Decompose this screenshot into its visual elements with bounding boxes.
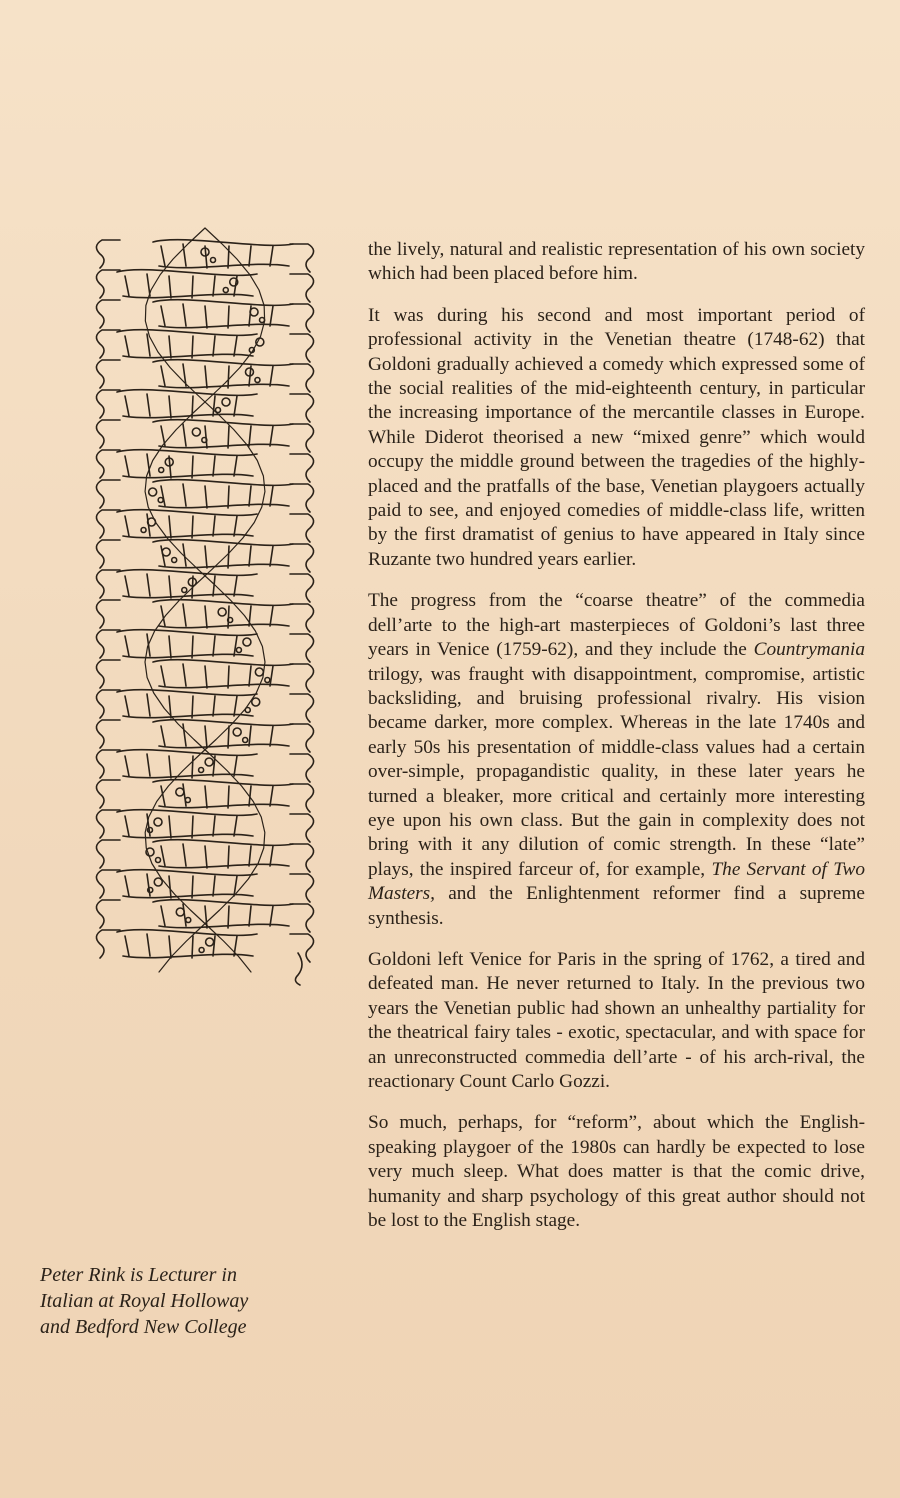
- caption-line-3: and Bedford New College: [40, 1316, 247, 1338]
- play-title-countrymania: Countrymania: [753, 639, 865, 661]
- paragraph-5: So much, perhaps, for “reform”, about which the English-speaking playgoer of the 1980s can hardly be expected to lose very much sleep. What does matter is that the comic drive, humanity and sharp psychology of this great author should not be lost to the English stage.: [368, 1112, 865, 1232]
- paragraph-1: the lively, natural and realistic representation of his own society which had been placed before him.: [368, 239, 865, 285]
- figures-column-illustration: [80, 218, 330, 988]
- paragraph-3-part-1: The progress from the “coarse theatre” of the commedia dell’arte to the high-art masterpieces of Goldoni’s last three years in Venice (1759-62), and they include the: [368, 590, 865, 661]
- paragraph-3: [368, 589, 865, 931]
- article-text: [368, 238, 865, 1250]
- play-title-servant: The Servant of Two Masters,: [368, 858, 865, 905]
- paragraph-3-part-3: and the Enlightenment reformer find a supreme synthesis.: [368, 883, 865, 929]
- paragraph-2: It was during his second and most important period of professional activity in the Venetian theatre (1748-62) that Goldoni gradually achieved a comedy which expressed some of the social realities of the mid-eighteenth century, in particular the increasing importance of the mercantile classes in Europe. While Diderot theorised a new “mixed genre” which would occupy the middle ground between the tragedies of the highly-placed and the pratfalls of the base, Venetian playgoers actually paid to see, and enjoyed comedies of middle-class life, written by the first dramatist of genius to have appeared in Italy since Ruzante two hundred years earlier.: [368, 304, 865, 570]
- figures-column-icon: [80, 218, 330, 988]
- caption-line-1: Peter Rink is Lecturer in: [40, 1264, 237, 1286]
- author-caption: [40, 1262, 310, 1340]
- paragraph-3-part-2: trilogy, was fraught with disappointment, compromise, artistic backsliding, and bruising professional rivalry. His vision became darker, more complex. Whereas in the late 1740s and early 50s his presentation of middle-class values had a certain over-simple, propagandistic quality, in these later years he turned a bleaker, more critical and certainly more interesting eye upon his own class. But the gain in complexity does not bring with it any dilution of comic strength. In these “late” plays, the inspired farceur of, for example,: [368, 663, 865, 880]
- caption-line-2: Italian at Royal Holloway: [40, 1290, 249, 1312]
- paragraph-4: Goldoni left Venice for Paris in the spring of 1762, a tired and defeated man. He never returned to Italy. In the previous two years the Venetian public had shown an unhealthy partiality for the theatrical fairy tales - exotic, spectacular, and with space for an unreconstructed commedia dell’arte - of his arch-rival, the reactionary Count Carlo Gozzi.: [368, 948, 865, 1092]
